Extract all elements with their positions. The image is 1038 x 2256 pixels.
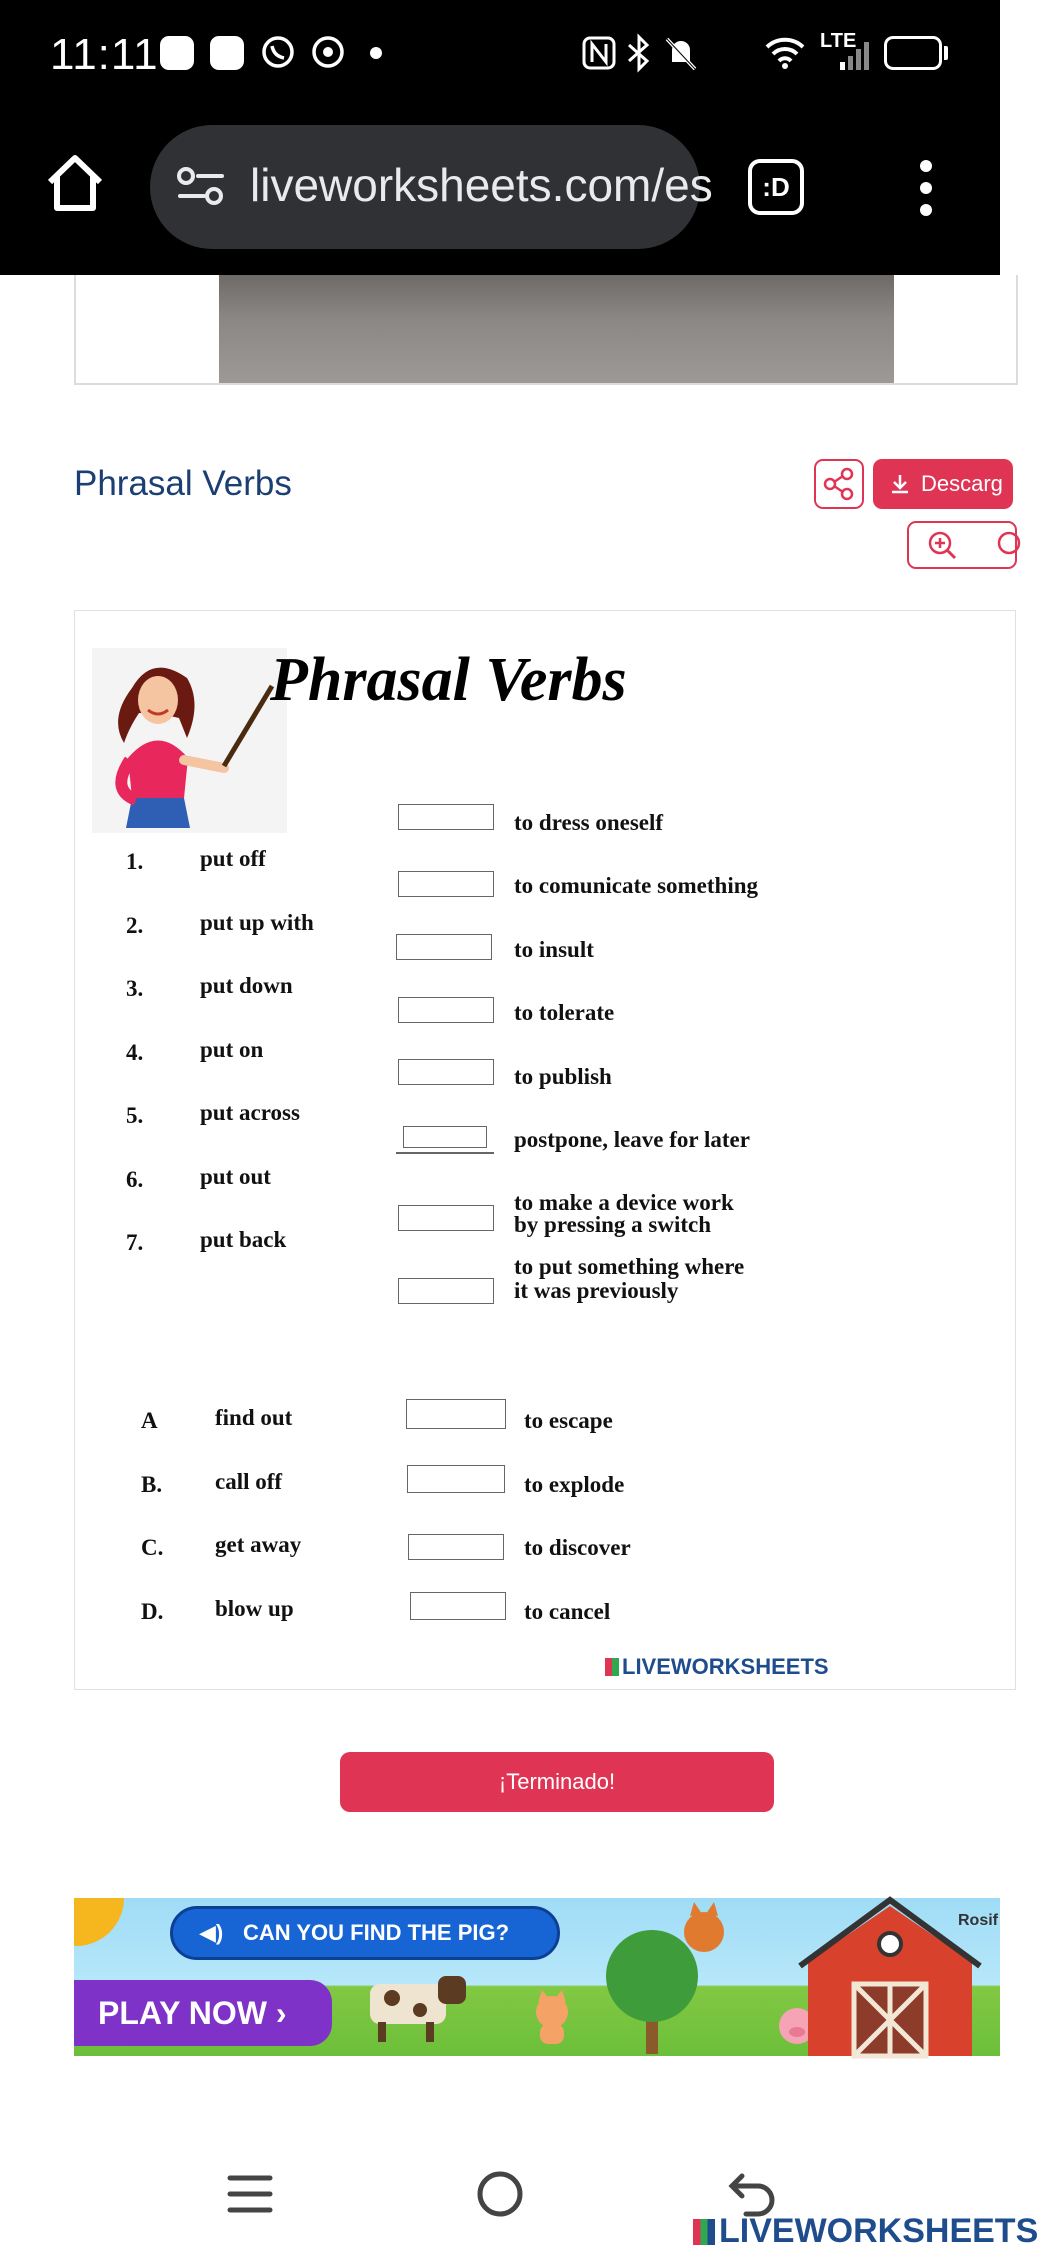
verb-letter: A bbox=[141, 1408, 158, 1433]
definition-text: to comunicate something bbox=[514, 873, 759, 898]
answer-input[interactable] bbox=[398, 1059, 494, 1085]
definition-text: to tolerate bbox=[514, 1000, 615, 1025]
cat-illustration bbox=[524, 1988, 580, 2046]
answer-input[interactable] bbox=[398, 1278, 494, 1304]
definition-text: to dress oneself bbox=[514, 810, 664, 835]
wifi-icon bbox=[764, 34, 806, 70]
verb-label: call off bbox=[215, 1469, 283, 1494]
verb-label: blow up bbox=[215, 1596, 294, 1621]
answer-input[interactable] bbox=[396, 934, 492, 960]
verb-label: put back bbox=[200, 1227, 287, 1252]
finish-button[interactable]: ¡Terminado! bbox=[340, 1752, 774, 1812]
verb-label: find out bbox=[215, 1405, 293, 1430]
definition-text: to put something where bbox=[514, 1254, 745, 1279]
recent-apps-icon[interactable] bbox=[228, 2172, 272, 2216]
network-type: LTE bbox=[820, 30, 857, 52]
previous-card-image bbox=[219, 275, 894, 383]
notification-icon bbox=[210, 36, 244, 70]
verb-label: put out bbox=[200, 1164, 271, 1189]
verb-number: 3. bbox=[126, 976, 144, 1001]
definition-text: to insult bbox=[514, 937, 594, 962]
answer-input[interactable] bbox=[407, 1465, 505, 1493]
answer-input[interactable] bbox=[398, 871, 494, 897]
definition-text: by pressing a switch bbox=[514, 1212, 712, 1237]
status-time: 11:11 bbox=[50, 30, 159, 79]
definition-text: to discover bbox=[524, 1535, 631, 1560]
definition-text: to cancel bbox=[524, 1599, 611, 1624]
download-label: Descarg bbox=[921, 471, 1003, 496]
page-title: Phrasal Verbs bbox=[74, 464, 292, 503]
liveworksheets-footer-logo bbox=[693, 2212, 1038, 2251]
network-speed bbox=[714, 27, 751, 70]
verb-number: 1. bbox=[126, 849, 144, 874]
answer-input[interactable] bbox=[398, 804, 494, 830]
zoom-in-icon[interactable] bbox=[923, 526, 963, 566]
url-text[interactable]: liveworksheets.com/es bbox=[250, 159, 713, 211]
speaker-icon: ◀) bbox=[199, 1920, 224, 1945]
zoom-controls bbox=[907, 521, 1017, 569]
more-notifications-dot bbox=[370, 47, 382, 59]
tab-switcher-button[interactable]: :D bbox=[748, 159, 804, 215]
verb-letter: C. bbox=[141, 1535, 164, 1560]
cow-illustration bbox=[364, 1972, 468, 2046]
answer-input[interactable] bbox=[398, 997, 494, 1023]
definition-text: to explode bbox=[524, 1472, 625, 1497]
definition-text: to escape bbox=[524, 1408, 613, 1433]
network-speed-value: 194 bbox=[714, 27, 751, 52]
battery-indicator: 75 bbox=[884, 36, 942, 70]
verb-number: 7. bbox=[126, 1230, 144, 1255]
verb-label: put across bbox=[200, 1100, 300, 1125]
ad-question-text: CAN YOU FIND THE PIG? bbox=[243, 1920, 510, 1945]
answer-input[interactable] bbox=[408, 1534, 504, 1560]
notification-icon bbox=[160, 36, 194, 70]
definition-text: it was previously bbox=[514, 1278, 679, 1303]
definition-text: postpone, leave for later bbox=[514, 1127, 750, 1152]
network-speed-unit: K/S bbox=[719, 51, 745, 68]
nfc-icon bbox=[582, 36, 616, 70]
verb-number: 5. bbox=[126, 1103, 144, 1128]
verb-number: 6. bbox=[126, 1167, 144, 1192]
home-icon[interactable] bbox=[40, 148, 110, 218]
teacher-illustration bbox=[92, 648, 287, 833]
back-icon[interactable] bbox=[728, 2170, 776, 2218]
answer-underline bbox=[396, 1152, 494, 1154]
bluetooth-icon bbox=[626, 34, 652, 72]
site-settings-icon[interactable] bbox=[176, 166, 226, 208]
definition-text: to publish bbox=[514, 1064, 612, 1089]
squirrel-illustration bbox=[672, 1900, 736, 1962]
verb-letter: B. bbox=[141, 1472, 163, 1497]
liveworksheets-watermark bbox=[605, 1654, 829, 1680]
verb-letter: D. bbox=[141, 1599, 164, 1624]
definition-text: to make a device work bbox=[514, 1190, 734, 1215]
download-icon bbox=[889, 473, 911, 495]
download-button[interactable] bbox=[873, 459, 1013, 509]
zoom-out-icon[interactable] bbox=[991, 526, 1011, 566]
verb-label: get away bbox=[215, 1532, 302, 1557]
worksheet-title: Phrasal Verbs bbox=[270, 646, 627, 714]
ad-brand: Rosif bbox=[958, 1912, 998, 1929]
share-button[interactable] bbox=[814, 459, 864, 509]
ad-play-text: PLAY NOW bbox=[98, 1995, 267, 2031]
chrome-icon bbox=[310, 34, 346, 70]
signal-icon bbox=[838, 40, 872, 72]
battery-tip bbox=[944, 46, 948, 60]
mute-bell-icon bbox=[664, 34, 698, 72]
footer-logo-text: LIVEWORKSHEETS bbox=[719, 2212, 1038, 2250]
home-nav-icon[interactable] bbox=[476, 2170, 524, 2218]
watermark-text: LIVEWORKSHEETS bbox=[622, 1654, 829, 1679]
verb-label: put down bbox=[200, 973, 293, 998]
more-options-icon[interactable] bbox=[908, 158, 944, 218]
answer-input[interactable] bbox=[398, 1205, 494, 1231]
verb-label: put on bbox=[200, 1037, 264, 1062]
answer-input[interactable] bbox=[406, 1399, 506, 1429]
liveworksheets-logo-icon bbox=[693, 2219, 715, 2245]
share-icon bbox=[816, 461, 862, 507]
answer-input[interactable] bbox=[403, 1126, 487, 1148]
liveworksheets-logo-icon bbox=[605, 1658, 619, 1676]
ad-play-button[interactable]: PLAY NOW › bbox=[74, 1980, 332, 2046]
verb-number: 2. bbox=[126, 913, 144, 938]
verb-label: put off bbox=[200, 846, 266, 871]
verb-number: 4. bbox=[126, 1040, 144, 1065]
whatsapp-icon bbox=[260, 34, 296, 70]
answer-input[interactable] bbox=[410, 1592, 506, 1620]
verb-label: put up with bbox=[200, 910, 314, 935]
ad-question[interactable] bbox=[170, 1906, 560, 1960]
